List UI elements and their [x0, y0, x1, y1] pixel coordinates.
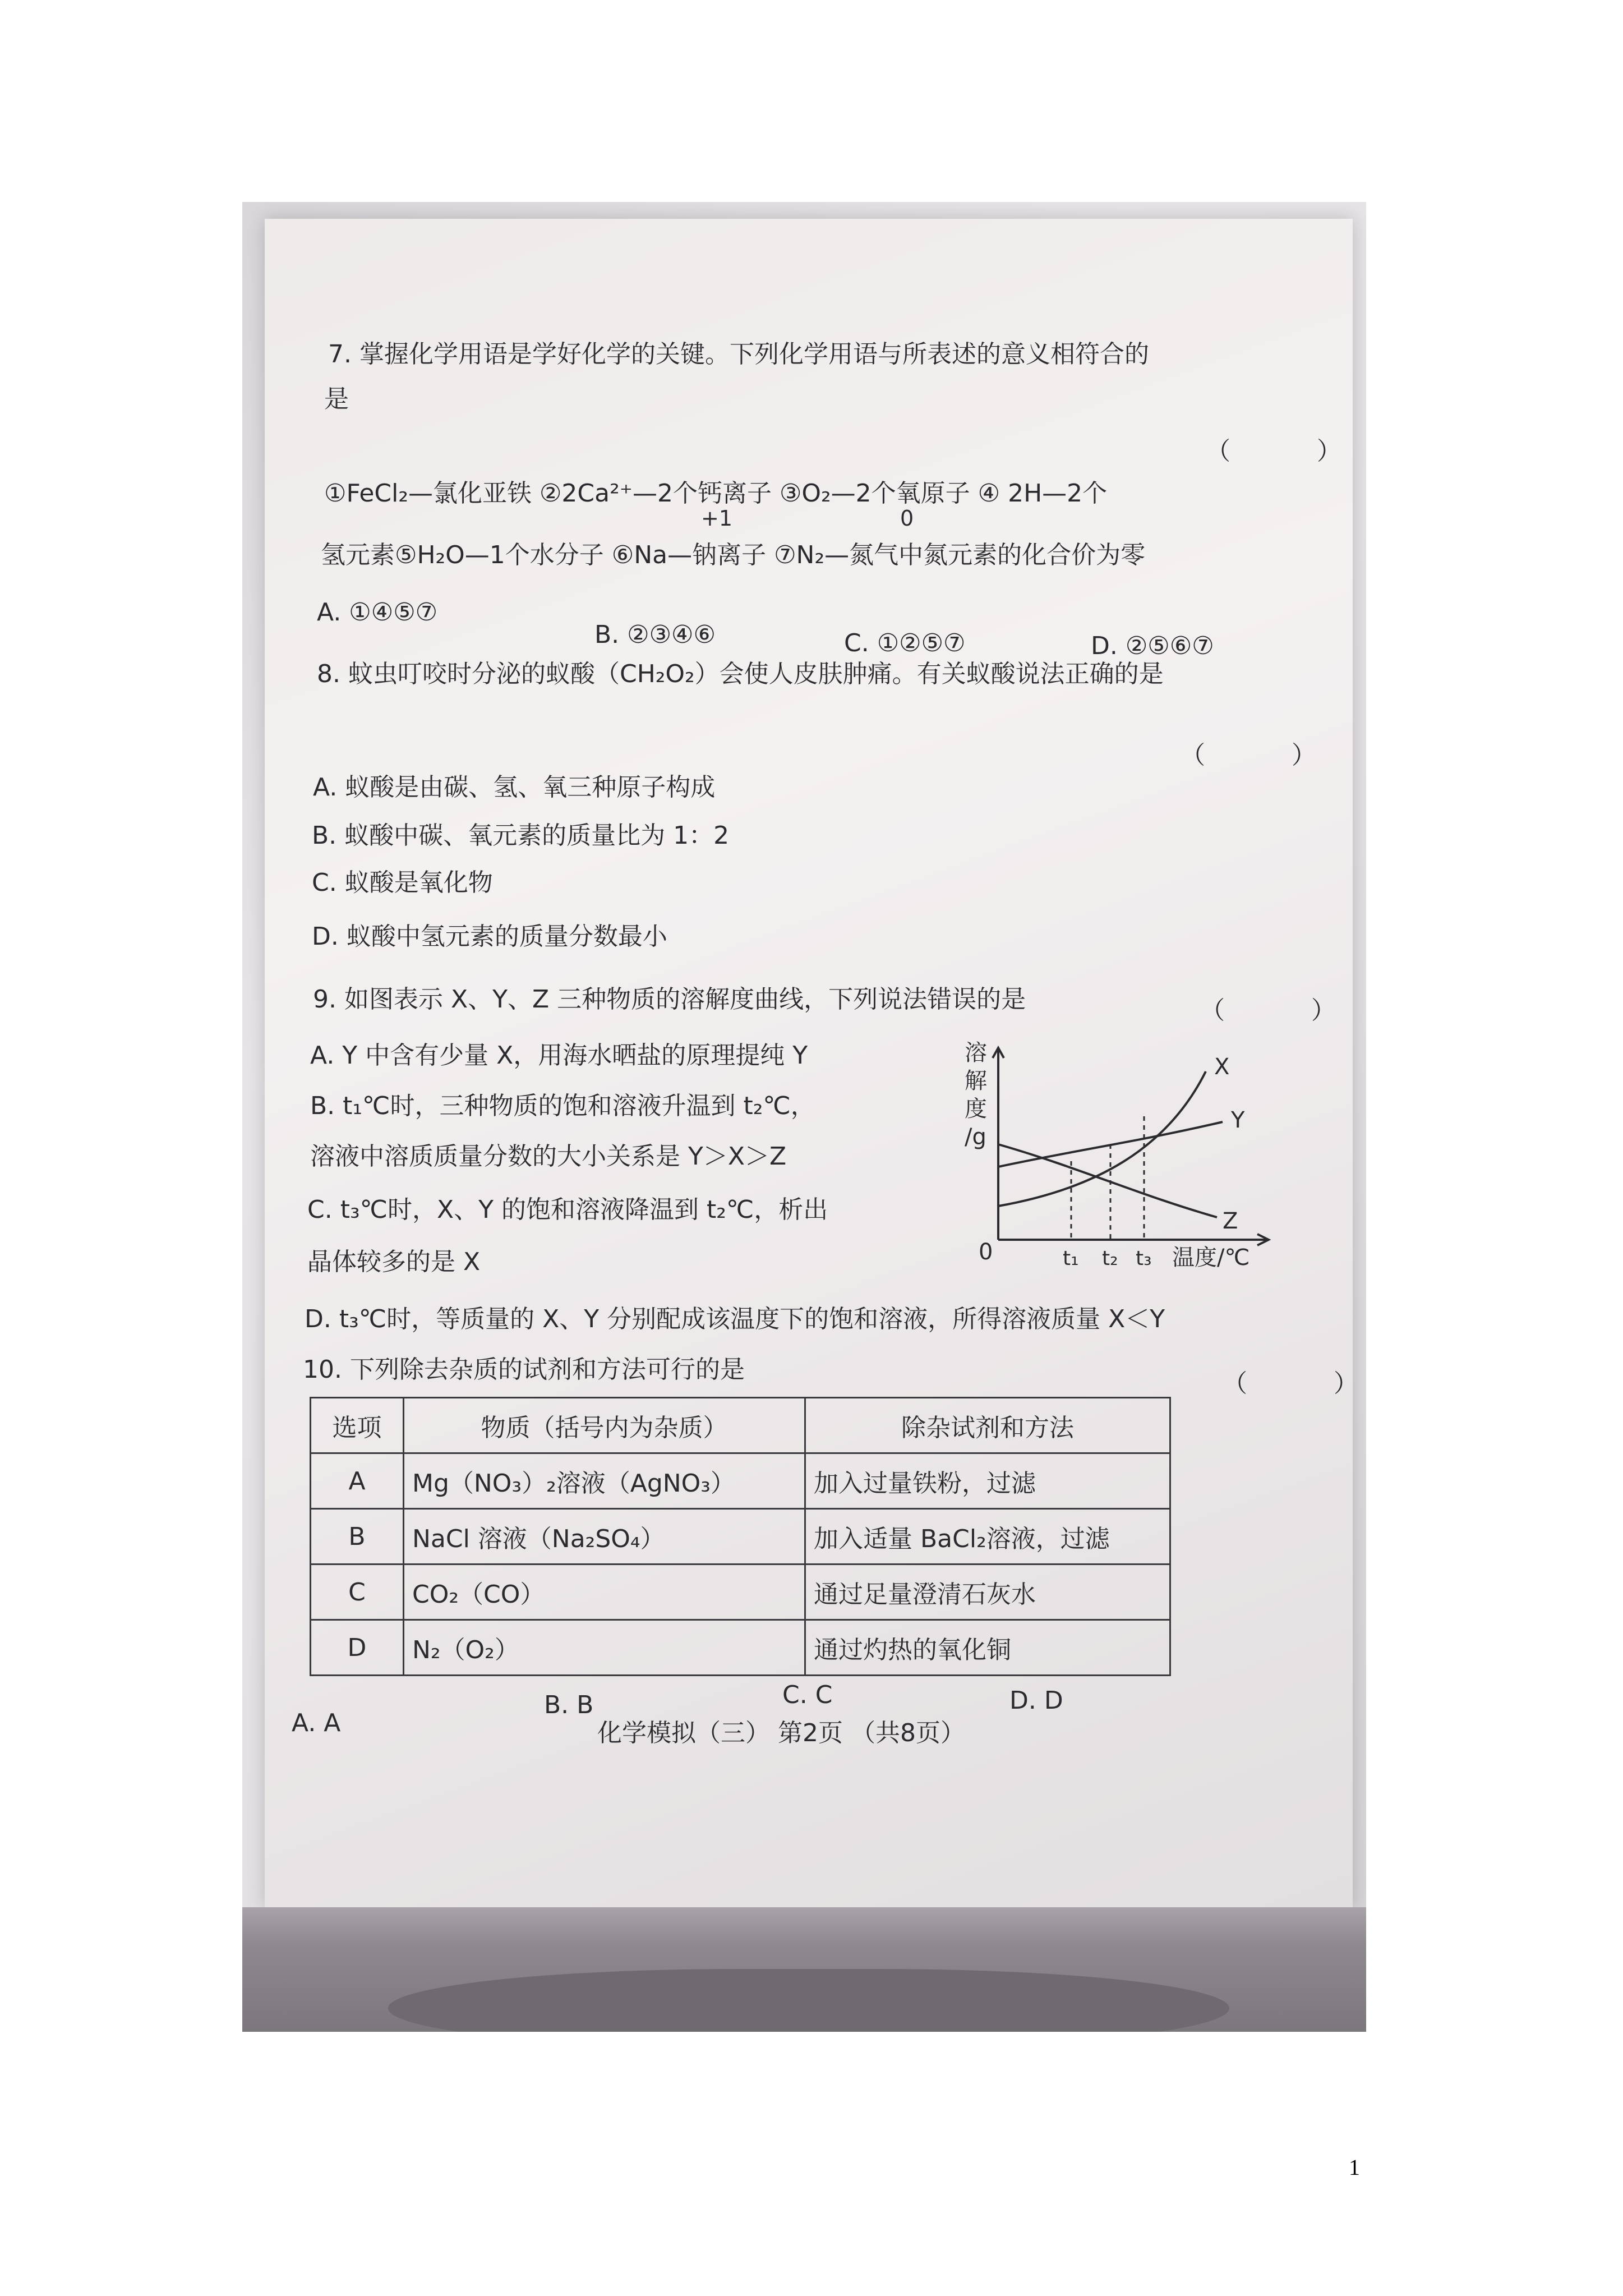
q8-option-a: A. 蚁酸是由碳、氢、氧三种原子构成	[313, 773, 716, 802]
q7-n2-valence: 0	[900, 506, 914, 531]
table-cell: Mg（NO₃）₂溶液（AgNO₃）	[404, 1453, 805, 1509]
table-cell: 加入过量铁粉，过滤	[805, 1453, 1170, 1509]
photo-background-object	[388, 1969, 1229, 2032]
table-cell: CO₂（CO）	[404, 1565, 805, 1620]
y-label-2: 解	[965, 1068, 987, 1094]
q8-option-d: D. 蚁酸中氢元素的质量分数最小	[312, 922, 667, 951]
table-cell: D	[311, 1620, 404, 1676]
q9-option-a: A. Y 中含有少量 X，用海水晒盐的原理提纯 Y	[310, 1041, 808, 1070]
q7-option-b: B. ②③④⑥	[594, 620, 716, 649]
curve-z	[998, 1144, 1217, 1217]
table-row	[311, 1565, 1170, 1620]
q7-items-line2: 氢元素⑤H₂O—1个水分子 ⑥Na—钠离子 ⑦N₂—氮气中氮元素的化合价为零	[321, 541, 1146, 569]
table-cell: 通过灼热的氧化铜	[805, 1620, 1170, 1676]
q7-option-d: D. ②⑤⑥⑦	[1091, 632, 1214, 660]
x-axis-label: 温度/℃	[1172, 1245, 1250, 1271]
table-cell: NaCl 溶液（Na₂SO₄）	[404, 1509, 805, 1565]
q9-option-c-line2: 晶体较多的是 X	[307, 1248, 481, 1276]
curve-z-label: Z	[1223, 1208, 1238, 1234]
q7-option-c: C. ①②⑤⑦	[844, 629, 966, 657]
table-header-cell: 物质（括号内为杂质）	[404, 1398, 805, 1453]
q7-stem-line1: 7. 掌握化学用语是学好化学的关键。下列化学用语与所表述的意义相符合的	[328, 340, 1149, 369]
q7-answer-paren: （ ）	[1206, 437, 1381, 466]
q7-stem-line2: 是	[324, 385, 349, 413]
table-cell: B	[311, 1509, 404, 1565]
table-header-row	[311, 1398, 1170, 1453]
q8-stem: 8. 蚊虫叮咬时分泌的蚁酸（CH₂O₂）会使人皮肤肿痛。有关蚁酸说法正确的是	[317, 660, 1164, 688]
q9-option-d: D. t₃℃时，等质量的 X、Y 分别配成该温度下的饱和溶液，所得溶液质量 X＜Y	[305, 1305, 1165, 1333]
t1-label: t₁	[1063, 1247, 1079, 1270]
table-header-cell: 选项	[311, 1398, 404, 1453]
curve-y-label: Y	[1231, 1107, 1245, 1133]
table-cell: C	[311, 1565, 404, 1620]
q8-option-b: B. 蚁酸中碳、氧元素的质量比为 1：2	[312, 821, 730, 850]
q8-option-c: C. 蚁酸是氧化物	[312, 868, 493, 897]
q10-option-a: A. A	[292, 1709, 341, 1737]
y-label-1: 溶	[965, 1040, 987, 1066]
table-header-cell: 除杂试剂和方法	[805, 1398, 1170, 1453]
table-cell: N₂（O₂）	[404, 1620, 805, 1676]
curve-x	[998, 1071, 1206, 1206]
curve-x-label: X	[1214, 1054, 1230, 1080]
q10-answer-paren: （ ）	[1223, 1369, 1398, 1398]
table-row	[311, 1453, 1170, 1509]
q8-answer-paren: （ ）	[1181, 741, 1355, 770]
table-cell: A	[311, 1453, 404, 1509]
q9-stem: 9. 如图表示 X、Y、Z 三种物质的溶解度曲线，下列说法错误的是	[313, 985, 1026, 1014]
y-label-4: /g	[965, 1124, 986, 1150]
q9-option-c-line1: C. t₃℃时，X、Y 的饱和溶液降温到 t₂℃，析出	[307, 1195, 828, 1224]
q9-option-b-line1: B. t₁℃时，三种物质的饱和溶液升温到 t₂℃，	[310, 1092, 815, 1120]
table-cell: 加入适量 BaCl₂溶液，过滤	[805, 1509, 1170, 1565]
table-row	[311, 1620, 1170, 1676]
t3-label: t₃	[1136, 1247, 1152, 1270]
q7-items-line1: ①FeCl₂—氯化亚铁 ②2Ca²⁺—2个钙离子 ③O₂—2个氧原子 ④ 2H—2个	[324, 479, 1108, 508]
page-footer: 化学模拟（三） 第2页 （共8页）	[597, 1719, 965, 1747]
q10-option-d: D. D	[1009, 1686, 1063, 1715]
q10-option-c: C. C	[782, 1681, 833, 1709]
y-label-3: 度	[965, 1096, 987, 1122]
page-number: 1	[1349, 2155, 1360, 2180]
q9-option-b-line2: 溶液中溶质质量分数的大小关系是 Y＞X＞Z	[310, 1142, 787, 1171]
t2-label: t₂	[1102, 1247, 1118, 1270]
q7-na-valence: +1	[701, 506, 733, 531]
q10-stem: 10. 下列除去杂质的试剂和方法可行的是	[303, 1355, 745, 1384]
table-cell: 通过足量澄清石灰水	[805, 1565, 1170, 1620]
q7-option-a: A. ①④⑤⑦	[317, 598, 438, 627]
q9-answer-paren: （ ）	[1200, 996, 1375, 1025]
table-row	[311, 1509, 1170, 1565]
q10-options-table	[310, 1397, 1171, 1676]
origin-label: 0	[979, 1239, 993, 1265]
q10-option-b: B. B	[544, 1691, 594, 1719]
solubility-curve-graph	[953, 1032, 1301, 1279]
